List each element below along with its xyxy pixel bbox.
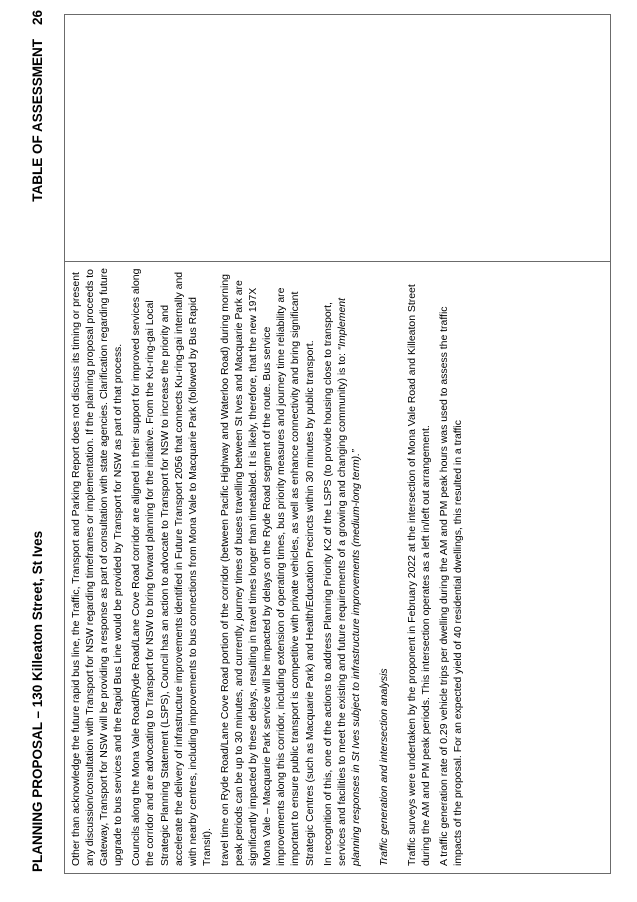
section-title: TABLE OF ASSESSMENT (30, 39, 45, 202)
assessment-text-column (65, 261, 610, 873)
header-right (30, 10, 45, 202)
paragraph-councils-corridor: Councils along the Mona Vale Road/Ryde Road/Lane Cove Road corridor are aligned in their support for improved services along the corridor and are advocating to Transport for NSW to bring forward planning for the initiative. From the Ku-ring-gai Local Strategic Planning Statement (LSPS), Council has an action to advocate to Transport for NSW to increase the priority and accelerate the delivery of infrastructure improvements identified in Future Transport 2056 that connects Ku-ring-gai internally and with nearby centres, including improvements to bus connections from Mona Vale to Macquarie Park (followed by Bus Rapid Transit). (131, 268, 213, 866)
paragraph-rapid-bus: Other than acknowledge the future rapid bus line, the Traffic, Transport and Parking Report does not discuss its timing or present any discussion/consultation with Transport for NSW regarding timeframes or implementation. If the planning proposal proceeds to Gateway, Transport for NSW will be providing a response as part of consultation with state agencies. Clarification regarding future upgrade to bus services and the Rapid Bus Line would be provided by Transport for NSW as part of that process. (71, 268, 125, 866)
paragraph-traffic-surveys: Traffic surveys were undertaken by the proponent in February 2022 at the intersection of Mona Vale Road and Killeaton Street during the AM and PM peak periods. This intersection operates as a left in/left out arrangement. (406, 284, 433, 866)
page-number: 26 (30, 10, 45, 26)
lsps-action-text: In recognition of this, one of the actions to address Planning Priority K2 of the LSPS (to provide housing close to transport, services and facilities to meet the existing and future requirements of a growing and changing community) is to: (322, 302, 348, 866)
assessment-table (64, 14, 611, 874)
page-header (30, 10, 50, 872)
paragraph-trip-generation: A traffic generation rate of 0.29 vehicle trips per dwelling during the AM and PM peak hours was used to assess the traffic impacts of the proposal. For an expected yield of 40 residential dwellings, this resulted in a traffic (439, 306, 465, 866)
paragraph-travel-time: travel time on Ryde Road/Lane Cove Road portion of the corridor (between Pacific Highway and Waterloo Road) during morning peak periods can be up to 30 minutes, and currently, journey times of buses travelling between St Ives and Macquarie Park are significantly impacted by these delays, resulting in travel times longer than timetabled. It is likely, therefore, that the new 197X Mona Vale – Macquarie Park service will be impacted by delays on the Ryde Road segment of the route. Bus service improvements along this corridor, including extension of operating times, bus priority measures and journey time reliability are important to ensure public transport is competitive with private vehicles, as well as enhance connectivity and bring significant Strategic Centres (such as Macquarie Park) and Health/Education Precincts within 30 minutes by public transport. (219, 274, 316, 866)
comment-column (65, 15, 610, 261)
paragraph-lsps-action (322, 268, 364, 866)
lsps-action-quote: “Implement planning responses in St Ives subject to infrastructure improvements (medium-long term).” (336, 298, 362, 866)
heading-traffic-generation: Traffic generation and intersection analysis (378, 668, 390, 866)
document-title: PLANNING PROPOSAL – 130 Killeaton Street, St Ives (30, 530, 45, 872)
